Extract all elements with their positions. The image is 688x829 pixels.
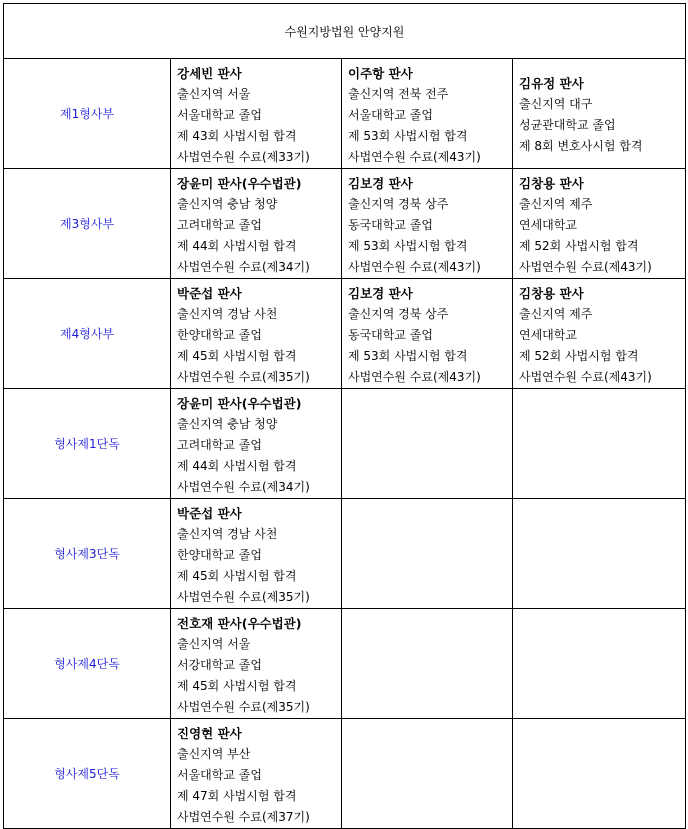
judge-detail: 사법연수원 수료(제43기) (348, 370, 481, 384)
judge-detail: 제 45회 사법시험 합격 (177, 679, 297, 693)
judge-detail: 출신지역 제주 (519, 307, 593, 321)
judge-info (342, 279, 512, 388)
judge-detail: 출신지역 서울 (177, 87, 251, 101)
judge-detail: 서울대학교 졸업 (177, 768, 262, 782)
judge-name: 김보경 판사 (348, 286, 413, 301)
judge-detail: 서울대학교 졸업 (177, 108, 262, 122)
division-row (4, 59, 686, 169)
judge-info (171, 59, 341, 168)
judge-name: 진영현 판사 (177, 726, 242, 741)
judge-detail: 사법연수원 수료(제34기) (177, 480, 310, 494)
judge-cell (342, 169, 513, 279)
court-table (3, 3, 686, 829)
court-table-body (4, 4, 686, 829)
division-row (4, 609, 686, 719)
judge-detail: 사법연수원 수료(제33기) (177, 150, 310, 164)
division-row (4, 169, 686, 279)
judge-name: 장윤미 판사(우수법관) (177, 176, 302, 191)
empty-cell (513, 609, 686, 719)
title-row (4, 4, 686, 59)
division-name: 형사제4단독 (4, 609, 171, 719)
judge-detail: 한양대학교 졸업 (177, 328, 262, 342)
judge-cell (171, 389, 342, 499)
judge-detail: 제 44회 사법시험 합격 (177, 239, 297, 253)
judge-detail: 출신지역 제주 (519, 197, 593, 211)
empty-cell (342, 609, 513, 719)
judge-detail: 출신지역 부산 (177, 747, 251, 761)
division-name: 형사제1단독 (4, 389, 171, 499)
judge-detail: 제 8회 변호사시험 합격 (519, 139, 643, 153)
judge-cell (342, 59, 513, 169)
judge-detail: 고려대학교 졸업 (177, 438, 262, 452)
judge-detail: 서강대학교 졸업 (177, 658, 262, 672)
court-title: 수원지방법원 안양지원 (4, 4, 686, 59)
division-name: 제4형사부 (4, 279, 171, 389)
judge-detail: 출신지역 경남 사천 (177, 527, 278, 541)
division-row (4, 389, 686, 499)
empty-cell (513, 389, 686, 499)
judge-info (513, 59, 685, 157)
judge-info (171, 719, 341, 828)
judge-detail: 사법연수원 수료(제34기) (177, 260, 310, 274)
division-name: 형사제3단독 (4, 499, 171, 609)
judge-detail: 출신지역 충남 청양 (177, 417, 278, 431)
judge-cell (171, 279, 342, 389)
judge-info (171, 279, 341, 388)
judge-detail: 출신지역 경북 상주 (348, 307, 449, 321)
judge-cell (342, 279, 513, 389)
judge-detail: 고려대학교 졸업 (177, 218, 262, 232)
judge-detail: 제 52회 사법시험 합격 (519, 349, 639, 363)
judge-detail: 출신지역 충남 청양 (177, 197, 278, 211)
judge-name: 김유정 판사 (519, 76, 584, 91)
judge-detail: 제 44회 사법시험 합격 (177, 459, 297, 473)
judge-name: 김창용 판사 (519, 286, 584, 301)
empty-cell (513, 499, 686, 609)
judge-info (513, 279, 685, 388)
judge-detail: 연세대학교 (519, 328, 577, 342)
judge-detail: 제 53회 사법시험 합격 (348, 129, 468, 143)
judge-detail: 서울대학교 졸업 (348, 108, 433, 122)
judge-detail: 제 47회 사법시험 합격 (177, 789, 297, 803)
division-row (4, 279, 686, 389)
judge-name: 박준섭 판사 (177, 286, 242, 301)
judge-cell (513, 59, 686, 169)
division-row (4, 499, 686, 609)
judge-info (513, 169, 685, 278)
judge-info (171, 609, 341, 718)
judge-name: 김창용 판사 (519, 176, 584, 191)
judge-detail: 사법연수원 수료(제35기) (177, 590, 310, 604)
judge-detail: 제 43회 사법시험 합격 (177, 129, 297, 143)
division-name: 제1형사부 (4, 59, 171, 169)
judge-cell (171, 59, 342, 169)
judge-detail: 사법연수원 수료(제43기) (519, 260, 652, 274)
judge-detail: 동국대학교 졸업 (348, 218, 433, 232)
judge-detail: 출신지역 경남 사천 (177, 307, 278, 321)
judge-name: 김보경 판사 (348, 176, 413, 191)
empty-cell (342, 499, 513, 609)
judge-cell (171, 719, 342, 829)
judge-info (171, 499, 341, 608)
judge-detail: 사법연수원 수료(제43기) (519, 370, 652, 384)
judge-detail: 성균관대학교 졸업 (519, 118, 616, 132)
judge-detail: 사법연수원 수료(제35기) (177, 700, 310, 714)
empty-cell (513, 719, 686, 829)
judge-name: 장윤미 판사(우수법관) (177, 396, 302, 411)
judge-detail: 동국대학교 졸업 (348, 328, 433, 342)
judge-detail: 출신지역 경북 상주 (348, 197, 449, 211)
division-name: 제3형사부 (4, 169, 171, 279)
judge-cell (171, 169, 342, 279)
judge-detail: 제 45회 사법시험 합격 (177, 349, 297, 363)
judge-detail: 출신지역 서울 (177, 637, 251, 651)
judge-detail: 제 52회 사법시험 합격 (519, 239, 639, 253)
judge-detail: 출신지역 대구 (519, 97, 593, 111)
judge-detail: 제 45회 사법시험 합격 (177, 569, 297, 583)
judge-detail: 사법연수원 수료(제43기) (348, 260, 481, 274)
judge-detail: 제 53회 사법시험 합격 (348, 349, 468, 363)
judge-detail: 한양대학교 졸업 (177, 548, 262, 562)
judge-cell (171, 499, 342, 609)
judge-detail: 연세대학교 (519, 218, 577, 232)
judge-detail: 사법연수원 수료(제37기) (177, 810, 310, 824)
judge-cell (513, 169, 686, 279)
judge-name: 전호재 판사(우수법관) (177, 616, 302, 631)
judge-cell (171, 609, 342, 719)
judge-name: 이주항 판사 (348, 66, 413, 81)
division-row (4, 719, 686, 829)
judge-detail: 사법연수원 수료(제35기) (177, 370, 310, 384)
judge-info (342, 59, 512, 168)
judge-detail: 제 53회 사법시험 합격 (348, 239, 468, 253)
judge-info (171, 169, 341, 278)
empty-cell (342, 719, 513, 829)
judge-cell (513, 279, 686, 389)
division-name: 형사제5단독 (4, 719, 171, 829)
judge-name: 박준섭 판사 (177, 506, 242, 521)
judge-name: 강세빈 판사 (177, 66, 242, 81)
judge-info (342, 169, 512, 278)
empty-cell (342, 389, 513, 499)
judge-detail: 출신지역 전북 전주 (348, 87, 449, 101)
judge-detail: 사법연수원 수료(제43기) (348, 150, 481, 164)
judge-info (171, 389, 341, 498)
